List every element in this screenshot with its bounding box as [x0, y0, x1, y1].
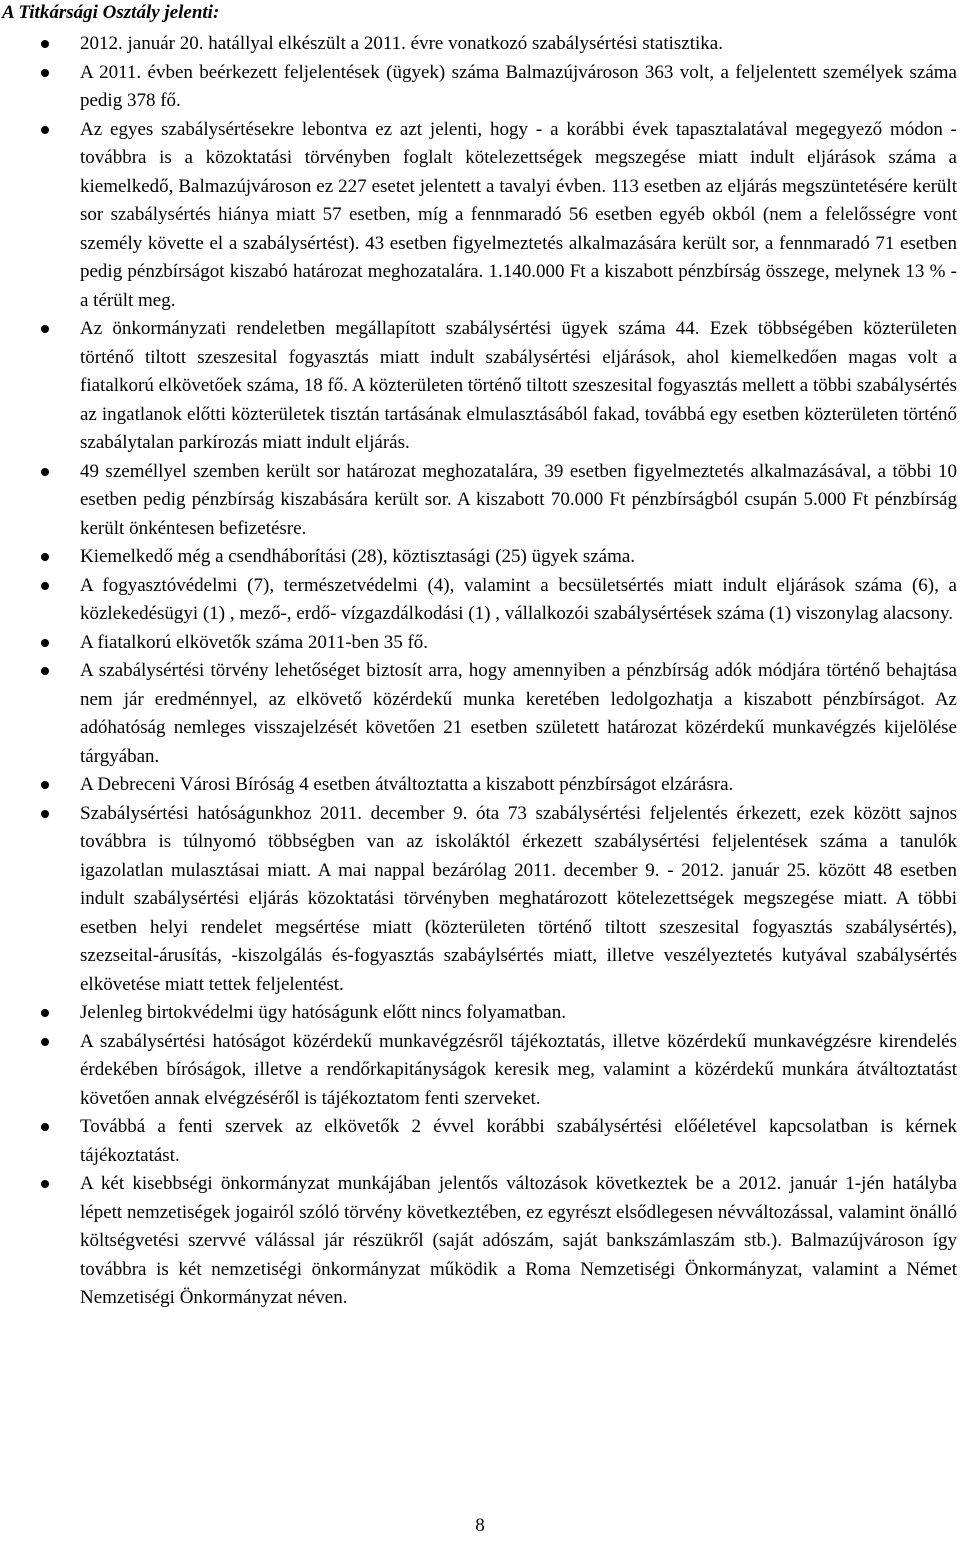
bullet-icon: [41, 69, 49, 77]
list-item: [0, 543, 960, 572]
list-item-text: A két kisebbségi önkormányzat munkájában jelentős változások következtek be a 2012. január 1-jén hatályba lépett nemzetiségek jogairól szóló törvény következtében, ez egyrészt elsődlegesen névváltozással, valamint önálló költségvetési szervvé válással jár részükről (saját adószám, saját bankszámlaszám stb.). Balmazújvároson így továbbra is két nemzetiségi önkormányzat működik a Roma Nemzetiségi Önkormányzat, valamint a Német Nemzetiségi Önkormányzat néven.: [80, 1173, 957, 1308]
list-item: [0, 800, 960, 1000]
list-item-text: Az egyes szabálysértésekre lebontva ez azt jelenti, hogy - a korábbi évek tapasztalatával megegyező módon - továbbra is a közoktatási törvényben foglalt kötelezettségek megszegése miatt indult eljárások száma a kiemelkedő, Balmazújvároson ez 227 esetet jelentett a tavalyi évben. 113 esetben az eljárás megszüntetésére került sor szabálysértés hiánya miatt 57 esetben, míg a fennmaradó 56 esetben egyéb okból (nem a felelősségre vont személy követte el a szabálysértést). 43 esetben figyelmeztetés alkalmazására került sor, a fennmaradó 71 esetben pedig pénzbírságot kiszabó határozat meghozatalára. 1.140.000 Ft a kiszabott pénzbírság összege, melynek 13 % -a térült meg.: [80, 118, 957, 311]
list-item-text: Jelenleg birtokvédelmi ügy hatóságunk előtt nincs folyamatban.: [80, 1002, 566, 1023]
list-item-text: Kiemelkedő még a csendháborítási (28), köztisztasági (25) ügyek száma.: [80, 546, 636, 567]
list-item-text: A Debreceni Városi Bíróság 4 esetben átváltoztatta a kiszabott pénzbírságot elzárásra.: [80, 774, 734, 795]
list-item: [0, 59, 960, 116]
bullet-icon: [41, 667, 49, 675]
bullet-icon: [41, 582, 49, 590]
section-heading: A Titkársági Osztály jelenti:: [2, 2, 220, 23]
bullet-icon: [41, 126, 49, 134]
list-item: [0, 629, 960, 658]
bullet-icon: [41, 639, 49, 647]
list-item: [0, 999, 960, 1028]
bullet-icon: [41, 325, 49, 333]
list-item: [0, 572, 960, 629]
report-bullet-list: [0, 30, 960, 1313]
bullet-icon: [41, 468, 49, 476]
bullet-icon: [41, 40, 49, 48]
list-item-text: A szabálysértési törvény lehetőséget biztosít arra, hogy amennyiben a pénzbírság adók módjára történő behajtása nem jár eredménnyel, az elkövető közérdekű munka keretében ledolgozhatja a kiszabott pénzbírságot. Az adóhatóság nemleges visszajelzését követően 21 esetben született határozat közérdekű munkavégzés kijelölése tárgyában.: [80, 660, 957, 767]
list-item-text: Szabálysértési hatóságunkhoz 2011. december 9. óta 73 szabálysértési feljelentés érkezett, ezek között sajnos továbbra is túlnyomó többségben van az iskoláktól érkezett szabálysértési feljelentések száma a tanulók igazolatlan mulasztásai miatt. A mai nappal bezárólag 2011. december 9. - 2012. január 25. között 48 esetben indult szabálysértési eljárás közoktatási törvényben meghatározott kötelezettségek megszegése miatt. A többi esetben helyi rendelet megsértése miatt (közterületen történő tiltott szeszesital fogyasztás szabálysértés), szezseital-árusítás, -kiszolgálás és-fogyasztás szabáylsértés miatt, illetve veszélyeztetés kutyával szabálysértés elkövetése miatt tettek feljelentést.: [80, 802, 957, 995]
bullet-icon: [41, 1180, 49, 1188]
list-item: [0, 315, 960, 458]
bullet-icon: [41, 1123, 49, 1131]
list-item: [0, 771, 960, 800]
list-item: [0, 1170, 960, 1313]
list-item-text: A 2011. évben beérkezett feljelentések (ügyek) száma Balmazújvároson 363 volt, a feljelentett személyek száma pedig 378 fő.: [80, 61, 957, 111]
list-item-text: A szabálysértési hatóságot közérdekű munkavégzésről tájékoztatás, illetve közérdekű munkavégzésre kirendelés érdekében bíróságok, illetve a rendőrkapitányságok keresik meg, valamint a közérdekű munkára átváltoztatást követően annak elvégzéséről is tájékoztatom fenti szerveket.: [80, 1030, 957, 1109]
list-item: [0, 1113, 960, 1170]
page-number: 8: [475, 1515, 485, 1536]
list-item-text: 49 személlyel szemben került sor határozat meghozatalára, 39 esetben figyelmeztetés alkalmazásával, a többi 10 esetben pedig pénzbírság kiszabására került sor. A kiszabott 70.000 Ft pénzbírságból csupán 5.000 Ft pénzbírság került önkéntesen befizetésre.: [80, 460, 957, 539]
list-item-text: Az önkormányzati rendeletben megállapított szabálysértési ügyek száma 44. Ezek többségében közterületen történő tiltott szeszesital fogyasztás miatt indult szabálysértési eljárások, ahol kiemelkedően magas volt a fiatalkorú elkövetőek száma, 18 fő. A közterületen történő tiltott szeszesital fogyasztás mellett a többi szabálysértés az ingatlanok előtti közterületek tisztán tartásának elmulasztásából fakad, továbbá egy esetben közterületen történő szabálytalan parkírozás miatt indult eljárás.: [80, 318, 957, 453]
list-item-text: 2012. január 20. hatállyal elkészült a 2011. évre vonatkozó szabálysértési statisztika.: [80, 33, 723, 54]
list-item: [0, 657, 960, 771]
bullet-icon: [41, 810, 49, 818]
list-item: [0, 1028, 960, 1114]
bullet-icon: [41, 781, 49, 789]
bullet-icon: [41, 1009, 49, 1017]
bullet-icon: [41, 553, 49, 561]
bullet-icon: [41, 1038, 49, 1046]
list-item-text: A fogyasztóvédelmi (7), természetvédelmi (4), valamint a becsületsértés miatt indult eljárások száma (6), a közlekedésügyi (1) , mező-, erdő- vízgazdálkodási (1) , vállalkozói szabálysértések száma (1) viszonylag alacsony.: [80, 574, 957, 624]
list-item: [0, 30, 960, 59]
list-item: [0, 116, 960, 316]
list-item-text: Továbbá a fenti szervek az elkövetők 2 évvel korábbi szabálysértési előéletével kapcsolatban is kérnek tájékoztatást.: [80, 1116, 957, 1166]
list-item: [0, 458, 960, 544]
list-item-text: A fiatalkorú elkövetők száma 2011-ben 35 fő.: [80, 631, 429, 653]
